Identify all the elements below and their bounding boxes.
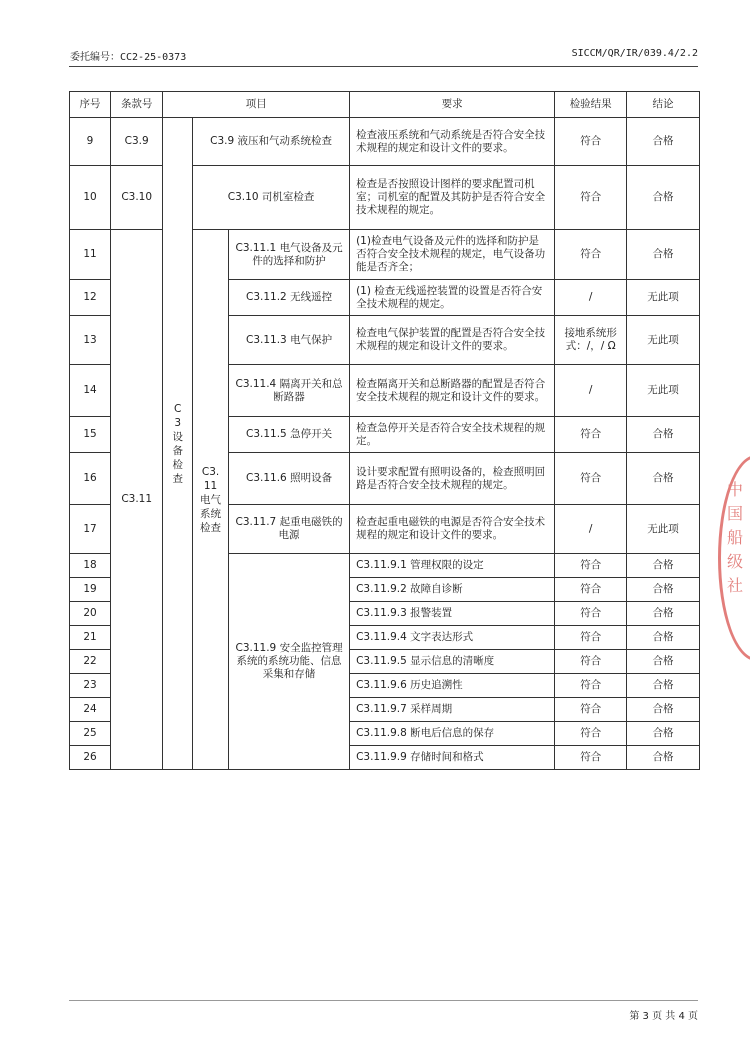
conclusion-cell: 无此项 (627, 505, 700, 554)
conclusion-cell: 合格 (627, 417, 700, 453)
requirement-cell: C3.11.9.6 历史追溯性 (350, 674, 555, 698)
official-seal-stamp (718, 455, 750, 661)
requirement-cell: C3.11.9.9 存储时间和格式 (350, 746, 555, 770)
requirement-cell: C3.11.9.1 管理权限的设定 (350, 554, 555, 578)
requirement-cell: 检查是否按照设计图样的要求配置司机室；司机室的配置及其防护是否符合安全技术规程的规定。 (350, 166, 555, 230)
result-cell: 符合 (555, 602, 627, 626)
conclusion-cell: 合格 (627, 650, 700, 674)
conclusion-cell: 合格 (627, 230, 700, 280)
conclusion-cell: 合格 (627, 554, 700, 578)
item-cell: C3.9 液压和气动系统检查 (193, 118, 350, 166)
footer-divider (69, 1000, 698, 1001)
conclusion-cell: 合格 (627, 722, 700, 746)
seq-cell: 18 (70, 554, 111, 578)
result-cell: 符合 (555, 417, 627, 453)
seq-cell: 21 (70, 626, 111, 650)
seq-cell: 11 (70, 230, 111, 280)
seq-cell: 23 (70, 674, 111, 698)
conclusion-cell: 无此项 (627, 280, 700, 316)
result-cell: 符合 (555, 722, 627, 746)
clause-cell: C3.9 (111, 118, 163, 166)
seq-cell: 14 (70, 365, 111, 417)
result-cell: 接地系统形式：/，/ Ω (555, 316, 627, 365)
result-cell: 符合 (555, 674, 627, 698)
conclusion-cell: 合格 (627, 578, 700, 602)
conclusion-cell: 合格 (627, 746, 700, 770)
result-cell: 符合 (555, 650, 627, 674)
requirement-cell: C3.11.9.2 故障自诊断 (350, 578, 555, 602)
item-cell: C3.11.3 电气保护 (229, 316, 350, 365)
seq-cell: 26 (70, 746, 111, 770)
result-cell: 符合 (555, 626, 627, 650)
header-requirement: 要求 (350, 92, 555, 118)
conclusion-cell: 合格 (627, 626, 700, 650)
stamp-text: 中国船级社 (727, 480, 744, 595)
seq-cell: 16 (70, 453, 111, 505)
item-cell: C3.11.2 无线遥控 (229, 280, 350, 316)
requirement-cell: 检查起重电磁铁的电源是否符合安全技术规程的规定和设计文件的要求。 (350, 505, 555, 554)
seq-cell: 12 (70, 280, 111, 316)
result-cell: 符合 (555, 118, 627, 166)
result-cell: 符合 (555, 554, 627, 578)
result-cell: 符合 (555, 166, 627, 230)
requirement-cell: (1)检查电气设备及元件的选择和防护是否符合安全技术规程的规定，电气设备功能是否齐全； (350, 230, 555, 280)
result-cell: 符合 (555, 578, 627, 602)
requirement-cell: C3.11.9.5 显示信息的清晰度 (350, 650, 555, 674)
item-cell: C3.11.1 电气设备及元件的选择和防护 (229, 230, 350, 280)
inspection-table (69, 91, 700, 770)
seq-cell: 13 (70, 316, 111, 365)
item-cell: C3.11.5 急停开关 (229, 417, 350, 453)
result-cell: / (555, 505, 627, 554)
group-c3119-cell: C3.11.9 安全监控管理系统的系统功能、信息采集和存储 (229, 554, 350, 770)
table-row (70, 118, 700, 166)
conclusion-cell: 合格 (627, 674, 700, 698)
result-cell: / (555, 365, 627, 417)
requirement-cell: 检查隔离开关和总断路器的配置是否符合安全技术规程的规定和设计文件的要求。 (350, 365, 555, 417)
group-c311-cell (193, 230, 229, 770)
requirement-cell: 设计要求配置有照明设备的，检查照明回路是否符合安全技术规程的规定。 (350, 453, 555, 505)
header-conclusion: 结论 (627, 92, 700, 118)
conclusion-cell: 合格 (627, 453, 700, 505)
requirement-cell: 检查电气保护装置的配置是否符合安全技术规程的规定和设计文件的要求。 (350, 316, 555, 365)
seq-cell: 22 (70, 650, 111, 674)
conclusion-cell: 合格 (627, 602, 700, 626)
requirement-cell: C3.11.9.7 采样周期 (350, 698, 555, 722)
requirement-cell: 检查急停开关是否符合安全技术规程的规定。 (350, 417, 555, 453)
item-cell: C3.11.6 照明设备 (229, 453, 350, 505)
seq-cell: 10 (70, 166, 111, 230)
header-result: 检验结果 (555, 92, 627, 118)
item-cell: C3.11.7 起重电磁铁的电源 (229, 505, 350, 554)
requirement-cell: C3.11.9.3 报警装置 (350, 602, 555, 626)
header-item: 项目 (163, 92, 350, 118)
result-cell: / (555, 280, 627, 316)
commission-number: 委托编号：CC2-25-0373 (70, 52, 187, 63)
header-divider (69, 66, 698, 67)
seq-cell: 9 (70, 118, 111, 166)
requirement-cell: C3.11.9.8 断电后信息的保存 (350, 722, 555, 746)
seq-cell: 15 (70, 417, 111, 453)
clause-c311-cell: C3.11 (111, 230, 163, 770)
conclusion-cell: 合格 (627, 166, 700, 230)
item-cell: C3.11.4 隔离开关和总断路器 (229, 365, 350, 417)
group-c3-label: C3设备检查 (172, 402, 183, 485)
header-clause: 条款号 (111, 92, 163, 118)
conclusion-cell: 无此项 (627, 316, 700, 365)
seq-cell: 25 (70, 722, 111, 746)
group-c3-cell (163, 118, 193, 770)
conclusion-cell: 合格 (627, 698, 700, 722)
seq-cell: 20 (70, 602, 111, 626)
table-header-row (70, 92, 700, 118)
clause-cell: C3.10 (111, 166, 163, 230)
seq-cell: 17 (70, 505, 111, 554)
seq-cell: 24 (70, 698, 111, 722)
result-cell: 符合 (555, 746, 627, 770)
group-c311-label: C3.11电气系统检查 (200, 465, 222, 534)
requirement-cell: C3.11.9.4 文字表达形式 (350, 626, 555, 650)
result-cell: 符合 (555, 698, 627, 722)
document-code: SICCM/QR/IR/039.4/2.2 (571, 48, 698, 59)
seq-cell: 19 (70, 578, 111, 602)
result-cell: 符合 (555, 230, 627, 280)
header-seq: 序号 (70, 92, 111, 118)
item-cell: C3.10 司机室检查 (193, 166, 350, 230)
conclusion-cell: 合格 (627, 118, 700, 166)
requirement-cell: (1) 检查无线遥控装置的设置是否符合安全技术规程的规定。 (350, 280, 555, 316)
requirement-cell: 检查液压系统和气动系统是否符合安全技术规程的规定和设计文件的要求。 (350, 118, 555, 166)
result-cell: 符合 (555, 453, 627, 505)
page-number: 第 3 页 共 4 页 (629, 1011, 698, 1022)
conclusion-cell: 无此项 (627, 365, 700, 417)
